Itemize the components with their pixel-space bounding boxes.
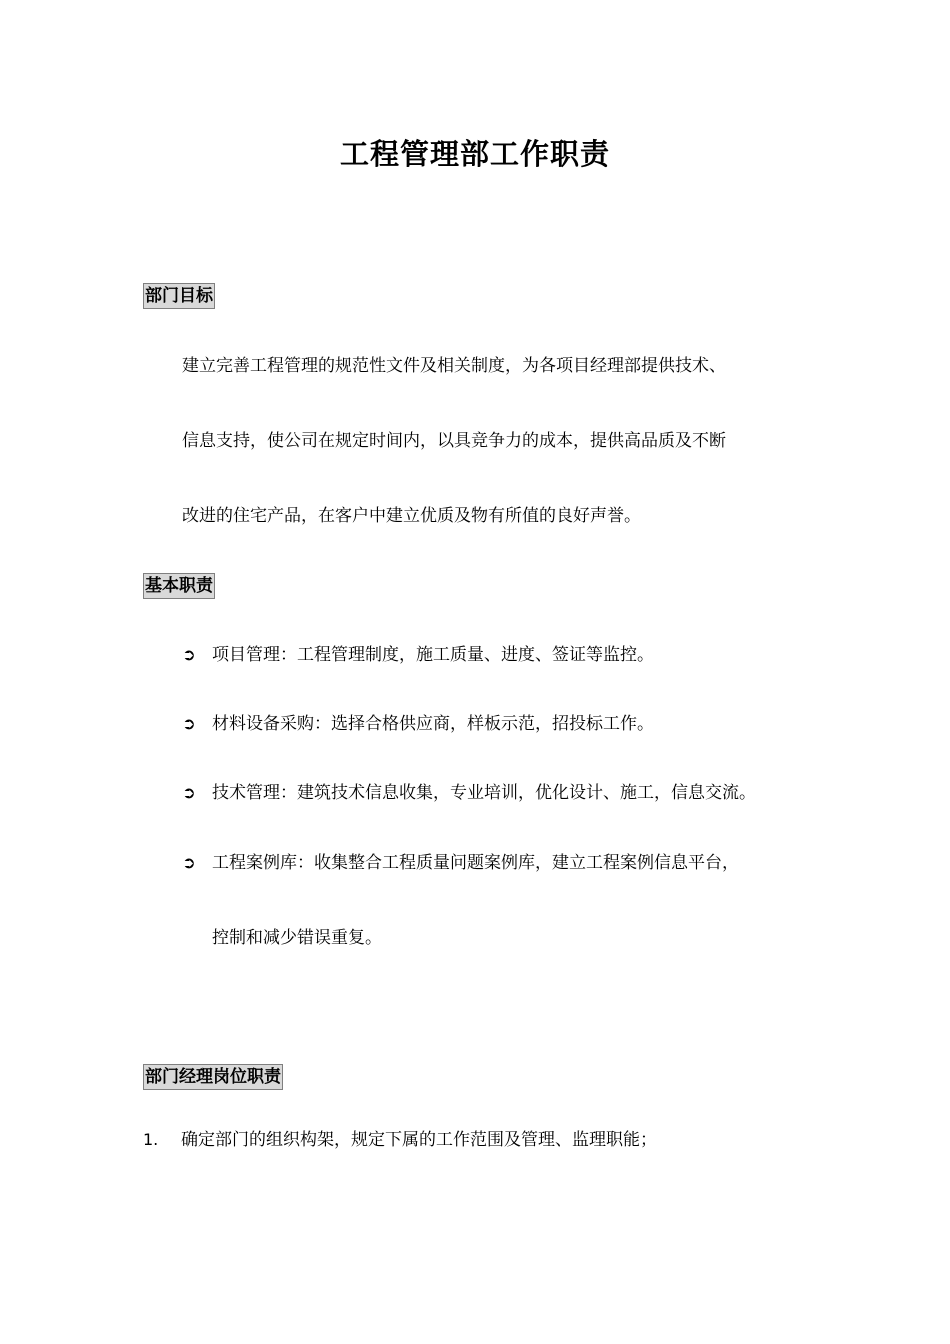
basic-duty-item-1: 项目管理：工程管理制度，施工质量、进度、签证等监控。 [212, 645, 654, 665]
arrow-bullet-icon: ➲ [182, 853, 196, 872]
basic-duty-item-4-continuation: 控制和减少错误重复。 [212, 928, 382, 948]
goal-paragraph-line-2: 信息支持，使公司在规定时间内，以具竞争力的成本，提供高品质及不断 [182, 431, 726, 451]
arrow-bullet-icon: ➲ [182, 714, 196, 733]
arrow-bullet-icon: ➲ [182, 783, 196, 802]
section-heading-manager: 部门经理岗位职责 [143, 1064, 283, 1090]
section-heading-goal: 部门目标 [143, 283, 215, 309]
document-title: 工程管理部工作职责 [339, 137, 610, 171]
list-item-number: 1. [143, 1130, 159, 1149]
goal-paragraph-line-1: 建立完善工程管理的规范性文件及相关制度，为各项目经理部提供技术、 [182, 356, 726, 376]
basic-duty-item-4: 工程案例库：收集整合工程质量问题案例库，建立工程案例信息平台， [212, 853, 739, 873]
goal-paragraph-line-3: 改进的住宅产品，在客户中建立优质及物有所值的良好声誉。 [182, 506, 641, 526]
section-heading-basic: 基本职责 [143, 573, 215, 599]
basic-duty-item-2: 材料设备采购：选择合格供应商，样板示范，招投标工作。 [212, 714, 654, 734]
arrow-bullet-icon: ➲ [182, 645, 196, 664]
basic-duty-item-3: 技术管理：建筑技术信息收集，专业培训，优化设计、施工，信息交流。 [212, 783, 756, 803]
manager-duty-item-1: 确定部门的组织构架，规定下属的工作范围及管理、监理职能； [181, 1130, 657, 1150]
